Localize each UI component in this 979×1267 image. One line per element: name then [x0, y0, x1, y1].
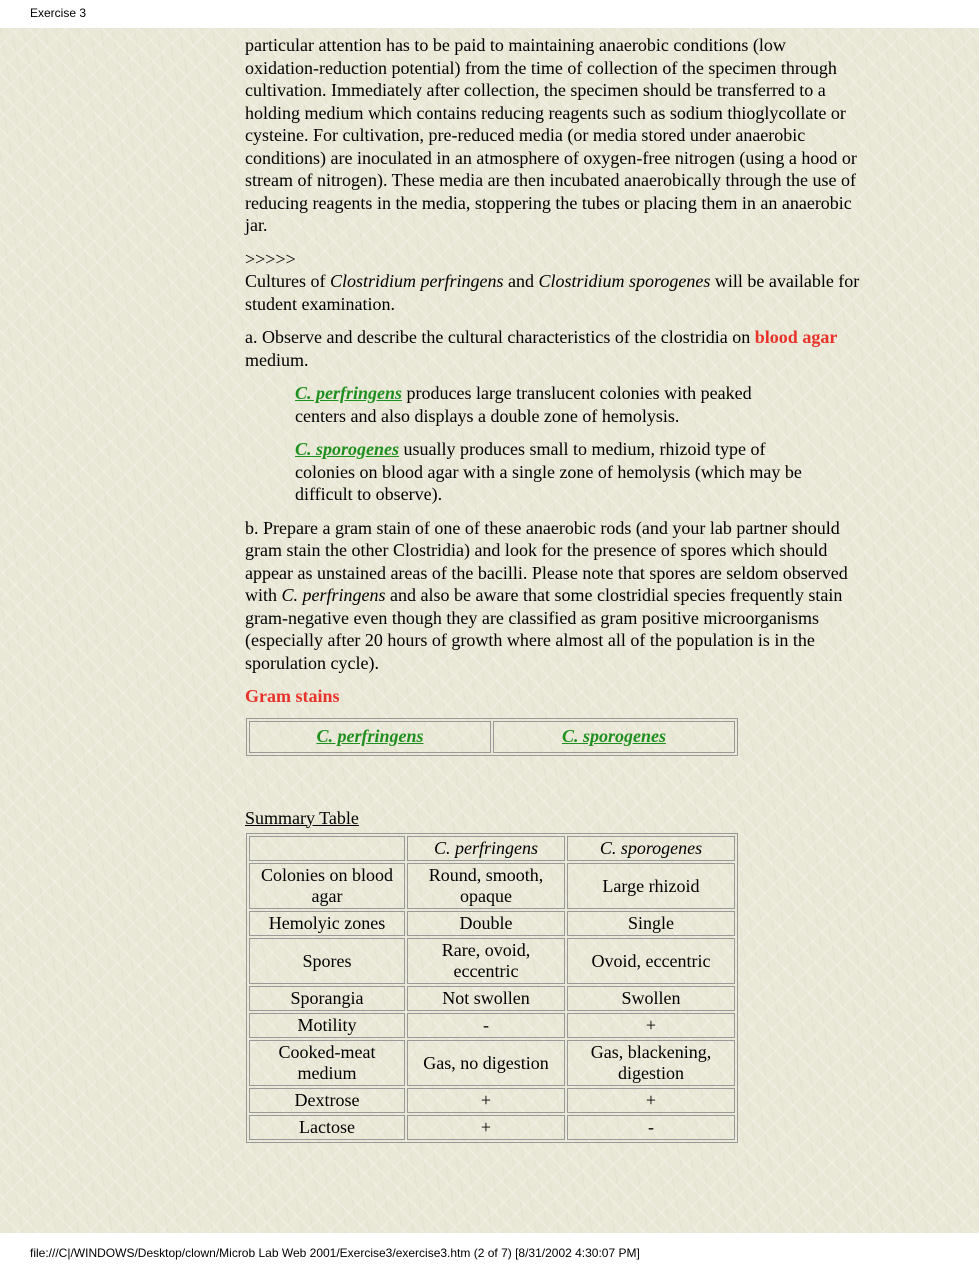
- table-cell: Double: [407, 911, 565, 936]
- table-cell: -: [407, 1013, 565, 1038]
- step-b-text: b. Prepare a gram stain of one of these anaerobic rods (and your lab partner should gram stain the other Clostridia) and look for the presence of spores which should appear as unstained areas of the bacilli. Please note that spores are seldom observed with: [245, 517, 848, 605]
- perfringens-text: produces large translucent colonies with peaked centers and also displays a double zone of hemolysis.: [295, 383, 752, 426]
- table-cell: Dextrose: [249, 1088, 405, 1113]
- organism-name: C. perfringens: [281, 585, 386, 605]
- gram-perfringens-link[interactable]: C. perfringens: [316, 726, 424, 747]
- table-cell: +: [407, 1115, 565, 1140]
- table-cell: +: [407, 1088, 565, 1113]
- page-footer-url: file:///C|/WINDOWS/Desktop/clown/Microb Lab Web 2001/Exercise3/exercise3.htm (2 of 7) [8/31/2002 4:30:07 PM]: [30, 1246, 640, 1260]
- table-cell: Cooked-meat medium: [249, 1040, 405, 1086]
- table-cell: +: [567, 1013, 735, 1038]
- table-cell: Hemolyic zones: [249, 911, 405, 936]
- table-row: [249, 911, 735, 936]
- table-cell: Spores: [249, 938, 405, 984]
- table-header-cell: C. perfringens: [407, 836, 565, 861]
- step-b-paragraph: [245, 517, 860, 675]
- blood-agar-highlight: blood agar: [754, 327, 838, 347]
- table-cell: Round, smooth, opaque: [407, 863, 565, 909]
- table-cell: Colonies on blood agar: [249, 863, 405, 909]
- table-row: [249, 1115, 735, 1140]
- cultures-paragraph: [245, 248, 860, 316]
- table-row: [249, 1088, 735, 1113]
- table-cell: [493, 721, 735, 753]
- table-row: [249, 986, 735, 1011]
- document-content: [245, 34, 860, 1143]
- table-cell: Sporangia: [249, 986, 405, 1011]
- table-cell: [249, 721, 491, 753]
- table-header-cell: [249, 836, 405, 861]
- table-row: [249, 1013, 735, 1038]
- table-cell: Ovoid, eccentric: [567, 938, 735, 984]
- step-a-text: medium.: [245, 349, 309, 370]
- sporogenes-text: usually produces small to medium, rhizoid type of colonies on blood agar with a single zone of hemolysis (which may be difficult to observe).: [295, 439, 802, 504]
- cultures-text: and: [503, 271, 539, 291]
- arrows-marker: >>>>>: [245, 248, 296, 269]
- organism-name: Clostridium perfringens: [330, 271, 504, 291]
- step-a-text: a. Observe and describe the cultural characteristics of the clostridia on: [245, 327, 755, 347]
- step-a-paragraph: [245, 326, 860, 371]
- table-cell: Gas, blackening, digestion: [567, 1040, 735, 1086]
- gram-stains-title: Gram stains: [245, 686, 340, 706]
- table-row: [249, 863, 735, 909]
- cultures-text: Cultures of: [245, 271, 330, 291]
- table-cell: +: [567, 1088, 735, 1113]
- table-cell: Large rhizoid: [567, 863, 735, 909]
- table-cell: Motility: [249, 1013, 405, 1038]
- gram-sporogenes-link[interactable]: C. sporogenes: [561, 726, 666, 747]
- cultures-text: will be available for student examination.: [245, 271, 860, 314]
- summary-table-title: Summary Table: [245, 807, 359, 828]
- sporogenes-description: [295, 438, 805, 506]
- table-cell: Lactose: [249, 1115, 405, 1140]
- table-cell: Not swollen: [407, 986, 565, 1011]
- perfringens-link[interactable]: C. perfringens: [295, 383, 403, 403]
- table-cell: Gas, no digestion: [407, 1040, 565, 1086]
- summary-table: [246, 833, 738, 1143]
- table-cell: Swollen: [567, 986, 735, 1011]
- perfringens-description: [295, 382, 805, 427]
- page-header: Exercise 3: [30, 6, 87, 20]
- table-header-cell: C. sporogenes: [567, 836, 735, 861]
- sporogenes-link[interactable]: C. sporogenes: [295, 439, 400, 459]
- table-row: [249, 721, 735, 753]
- table-cell: Single: [567, 911, 735, 936]
- intro-paragraph: particular attention has to be paid to maintaining anaerobic conditions (low oxidation-reduction potential) from the time of collection of the specimen through cultivation. Immediately after collection, the specimen should be transferred to a holding medium which contains reducing reagents such as sodium thioglycollate or cysteine. For cultivation, pre-reduced media (or media stored under anaerobic conditions) are inoculated in an atmosphere of oxygen-free nitrogen (using a hood or stream of nitrogen). These media are then incubated anaerobically through the use of reducing reagents in the media, stoppering the tubes or placing them in an anaerobic jar.: [245, 35, 857, 235]
- table-row: [249, 1040, 735, 1086]
- gram-stains-table: [246, 718, 738, 756]
- table-cell: Rare, ovoid, eccentric: [407, 938, 565, 984]
- step-b-text: and also be aware that some clostridial species frequently stain gram-negative even though they are classified as gram positive microorganisms (especially after 20 hours of growth where almost all of the population is in the sporulation cycle).: [245, 585, 843, 673]
- table-header-row: [249, 836, 735, 861]
- table-cell: -: [567, 1115, 735, 1140]
- organism-name: Clostridium sporogenes: [538, 271, 711, 291]
- table-row: [249, 938, 735, 984]
